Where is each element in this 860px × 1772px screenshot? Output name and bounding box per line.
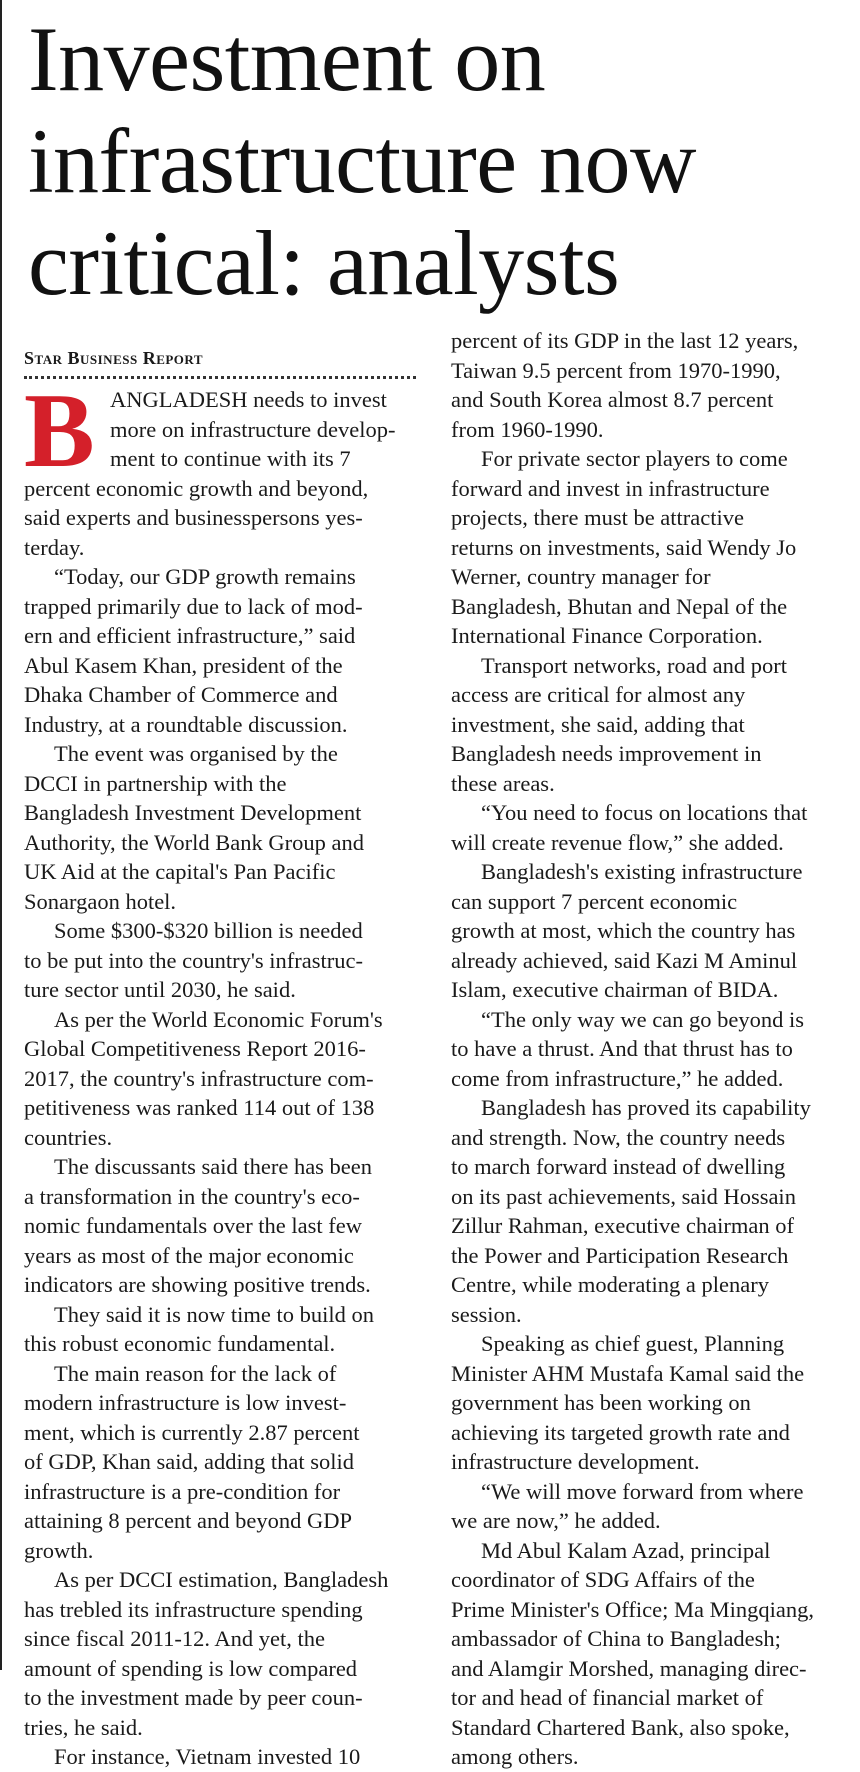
text-line <box>451 474 853 504</box>
line-text: among others. <box>451 1744 579 1769</box>
line-text: terday. <box>24 534 85 560</box>
line-text: ture sector until 2030, he said. <box>24 977 296 1002</box>
article-column-right <box>451 326 853 1772</box>
line-text: International Finance Corporation. <box>451 623 763 648</box>
text-line <box>451 1211 853 1241</box>
line-text: Transport networks, road and port <box>481 652 788 678</box>
text-line <box>24 1270 424 1300</box>
line-text: Some $300-$320 billion is needed <box>54 918 363 943</box>
text-line <box>451 562 853 592</box>
line-text: to march forward instead of dwelling <box>451 1154 786 1179</box>
text-line <box>451 385 853 415</box>
line-text: Prime Minister's Office; Ma Mingqiang, <box>451 1596 814 1622</box>
text-line <box>24 503 424 533</box>
line-text: “You need to focus on locations that <box>481 800 808 825</box>
line-text: Werner, country manager for <box>451 564 711 589</box>
line-text: Bangladesh, Bhutan and Nepal of the <box>451 593 788 619</box>
text-line <box>24 1211 424 1241</box>
line-text: more on infrastructure develop- <box>110 416 396 442</box>
line-text: the Power and Participation Research <box>451 1242 789 1268</box>
line-text: percent economic growth and beyond, <box>24 475 369 501</box>
line-text: projects, there must be attractive <box>451 505 745 530</box>
line-text: Bangladesh needs improvement in <box>451 741 762 766</box>
line-text: DCCI in partnership with the <box>24 770 287 796</box>
line-text: Sonargaon hotel. <box>24 888 177 914</box>
line-text: Dhaka Chamber of Commerce and <box>24 682 338 707</box>
text-line <box>24 769 424 799</box>
text-line <box>451 1359 853 1389</box>
text-line <box>24 621 424 651</box>
text-line <box>451 1683 853 1713</box>
line-text: For instance, Vietnam invested 10 <box>54 1744 361 1769</box>
text-line <box>451 503 853 533</box>
line-text: As per DCCI estimation, Bangladesh <box>54 1567 389 1592</box>
line-text: ment to continue with its 7 <box>110 446 351 471</box>
line-text: has trebled its infrastructure spending <box>24 1596 363 1622</box>
text-line <box>451 1388 853 1418</box>
text-line <box>24 1565 424 1595</box>
text-line <box>24 1536 424 1566</box>
headline-line-1: Investment on <box>28 8 546 110</box>
text-line <box>24 916 424 946</box>
text-line <box>451 1034 853 1064</box>
text-line <box>24 1654 424 1684</box>
text-line <box>24 739 424 769</box>
line-text: The discussants said there has been <box>54 1154 373 1179</box>
line-text: indicators are showing positive trends. <box>24 1272 371 1297</box>
line-text: Speaking as chief guest, Planning <box>481 1331 785 1356</box>
text-line <box>451 828 853 858</box>
line-text: access are critical for almost any <box>451 682 746 707</box>
text-line <box>24 1506 424 1536</box>
line-text: already achieved, said Kazi M Aminul <box>451 947 798 973</box>
text-line <box>24 592 424 622</box>
line-text: Bangladesh has proved its capability <box>481 1095 811 1120</box>
line-text: and South Korea almost 8.7 percent <box>451 387 774 412</box>
line-text: The event was organised by the <box>54 741 338 766</box>
text-line <box>24 1447 424 1477</box>
text-line <box>451 1064 853 1094</box>
text-line <box>24 1359 424 1389</box>
article-column-left <box>24 344 424 1772</box>
headline-line-3: critical: analysts <box>28 212 620 314</box>
text-line <box>24 1123 424 1153</box>
line-text: this robust economic fundamental. <box>24 1331 336 1356</box>
line-text: we are now,” he added. <box>451 1508 661 1533</box>
text-line <box>451 887 853 917</box>
byline: Star Business Report <box>24 348 204 368</box>
line-text: years as most of the major economic <box>24 1242 354 1268</box>
text-line <box>451 444 853 474</box>
left-column-body <box>24 474 424 1772</box>
text-line <box>451 651 853 681</box>
line-text: The main reason for the lack of <box>54 1360 337 1386</box>
text-line <box>451 1300 853 1330</box>
text-line <box>24 975 424 1005</box>
text-line <box>24 710 424 740</box>
line-text: since fiscal 2011-12. And yet, the <box>24 1626 325 1651</box>
text-line <box>451 1241 853 1271</box>
text-line <box>24 1683 424 1713</box>
text-line <box>451 710 853 740</box>
text-line <box>24 1477 424 1507</box>
line-text: Abul Kasem Khan, president of the <box>24 652 343 678</box>
line-text: government has been working on <box>451 1390 751 1415</box>
line-text: attaining 8 percent and beyond GDP <box>24 1508 353 1533</box>
line-text: and Alamgir Morshed, managing direc- <box>451 1655 807 1681</box>
line-text: “The only way we can go beyond is <box>481 1006 805 1032</box>
text-line <box>451 1123 853 1153</box>
line-text: ambassador of China to Bangladesh; <box>451 1626 781 1651</box>
line-text: Global Competitiveness Report 2016- <box>24 1036 366 1061</box>
text-line <box>451 1565 853 1595</box>
line-text: from 1960-1990. <box>451 416 604 442</box>
line-text: said experts and businesspersons yes- <box>24 505 363 530</box>
text-line <box>451 1595 853 1625</box>
line-text: For private sector players to come <box>481 446 788 471</box>
text-line <box>451 415 853 445</box>
text-line <box>24 1300 424 1330</box>
line-text: to be put into the country's infrastruc- <box>24 947 363 973</box>
text-line <box>24 1742 424 1772</box>
line-text: these areas. <box>451 770 555 796</box>
line-text: a transformation in the country's eco- <box>24 1183 360 1209</box>
text-line <box>24 887 424 917</box>
line-text: come from infrastructure,” he added. <box>451 1065 784 1091</box>
line-text: percent of its GDP in the last 12 years, <box>451 328 799 353</box>
line-text: tries, he said. <box>24 1714 143 1740</box>
line-text: growth at most, which the country has <box>451 918 796 943</box>
column-rule <box>0 0 2 1670</box>
text-line <box>451 326 853 356</box>
text-line <box>451 1506 853 1536</box>
text-line <box>24 1182 424 1212</box>
line-text: of GDP, Khan said, adding that solid <box>24 1449 354 1474</box>
text-line <box>24 651 424 681</box>
drop-cap: B <box>24 372 95 489</box>
text-line <box>24 533 424 563</box>
text-line <box>24 1624 424 1654</box>
text-line <box>24 1064 424 1094</box>
line-text: Bangladesh Investment Development <box>24 800 362 825</box>
line-text: UK Aid at the capital's Pan Pacific <box>24 859 336 884</box>
line-text: Standard Chartered Bank, also spoke, <box>451 1714 790 1740</box>
line-text: can support 7 percent economic <box>451 888 738 914</box>
line-text: Islam, executive chairman of BIDA. <box>451 977 779 1002</box>
line-text: infrastructure development. <box>451 1449 700 1474</box>
line-text: investment, she said, adding that <box>451 711 745 737</box>
line-text: to have a thrust. And that thrust has to <box>451 1036 793 1061</box>
text-line <box>24 1418 424 1448</box>
text-line <box>24 1005 424 1035</box>
text-line <box>24 562 424 592</box>
headline <box>28 8 858 314</box>
headline-line-2: infrastructure now <box>28 110 696 212</box>
line-text: petitiveness was ranked 114 out of 138 <box>24 1095 375 1120</box>
line-text: nomic fundamentals over the last few <box>24 1213 363 1238</box>
line-text: Minister AHM Mustafa Kamal said the <box>451 1360 805 1386</box>
line-text: “Today, our GDP growth remains <box>54 564 356 589</box>
line-text: Centre, while moderating a plenary <box>451 1272 770 1297</box>
text-line <box>24 1329 424 1359</box>
text-line <box>451 1093 853 1123</box>
line-text: modern infrastructure is low invest- <box>24 1390 347 1415</box>
line-text: Md Abul Kalam Azad, principal <box>481 1537 771 1563</box>
line-text: and strength. Now, the country needs <box>451 1124 786 1150</box>
text-line <box>451 1624 853 1654</box>
text-line <box>451 1654 853 1684</box>
text-line <box>24 1713 424 1743</box>
text-line <box>451 916 853 946</box>
text-line <box>451 1152 853 1182</box>
line-text: Industry, at a roundtable discussion. <box>24 711 348 737</box>
line-text: 2017, the country's infrastructure com- <box>24 1065 374 1091</box>
line-text: on its past achievements, said Hossain <box>451 1183 796 1209</box>
line-text: growth. <box>24 1537 94 1563</box>
text-line <box>24 1152 424 1182</box>
text-line <box>451 1447 853 1477</box>
line-text: As per the World Economic Forum's <box>54 1006 383 1032</box>
text-line <box>24 680 424 710</box>
text-line <box>451 1418 853 1448</box>
line-text: will create revenue flow,” she added. <box>451 829 784 855</box>
text-line <box>451 1329 853 1359</box>
text-line <box>24 1595 424 1625</box>
text-line <box>451 975 853 1005</box>
text-line <box>451 1477 853 1507</box>
text-line <box>451 769 853 799</box>
line-text: achieving its targeted growth rate and <box>451 1419 790 1445</box>
text-line <box>451 946 853 976</box>
text-line <box>24 798 424 828</box>
line-text: infrastructure is a pre-condition for <box>24 1478 341 1504</box>
text-line <box>24 828 424 858</box>
text-line <box>24 1388 424 1418</box>
text-line <box>24 946 424 976</box>
line-text: countries. <box>24 1124 113 1150</box>
text-line <box>451 356 853 386</box>
line-text: forward and invest in infrastructure <box>451 475 770 501</box>
line-text: tor and head of financial market of <box>451 1685 764 1710</box>
line-text: ern and efficient infrastructure,” said <box>24 623 356 648</box>
line-text: They said it is now time to build on <box>54 1301 374 1327</box>
line-text: session. <box>451 1301 522 1327</box>
line-text: amount of spending is low compared <box>24 1655 358 1681</box>
line-text: Authority, the World Bank Group and <box>24 829 365 855</box>
text-line <box>451 621 853 651</box>
text-line <box>24 1093 424 1123</box>
text-line <box>451 857 853 887</box>
text-line <box>451 592 853 622</box>
line-text: Zillur Rahman, executive chairman of <box>451 1213 794 1238</box>
text-line <box>451 533 853 563</box>
line-text: ANGLADESH needs to invest <box>110 387 387 412</box>
line-text: returns on investments, said Wendy Jo <box>451 534 797 560</box>
line-text: ment, which is currently 2.87 percent <box>24 1419 360 1445</box>
line-text: Bangladesh's existing infrastructure <box>481 859 803 884</box>
text-line <box>24 1241 424 1271</box>
line-text: to the investment made by peer coun- <box>24 1685 363 1710</box>
text-line <box>451 1182 853 1212</box>
line-text: “We will move forward from where <box>481 1478 804 1504</box>
line-text: trapped primarily due to lack of mod- <box>24 593 363 619</box>
text-line <box>451 680 853 710</box>
text-line <box>451 1742 853 1772</box>
text-line <box>451 1713 853 1743</box>
line-text: coordinator of SDG Affairs of the <box>451 1567 755 1592</box>
text-line <box>451 1005 853 1035</box>
text-line <box>451 1270 853 1300</box>
text-line <box>451 739 853 769</box>
text-line <box>451 798 853 828</box>
line-text: Taiwan 9.5 percent from 1970-1990, <box>451 357 781 383</box>
text-line <box>451 1536 853 1566</box>
text-line <box>24 857 424 887</box>
text-line <box>24 1034 424 1064</box>
